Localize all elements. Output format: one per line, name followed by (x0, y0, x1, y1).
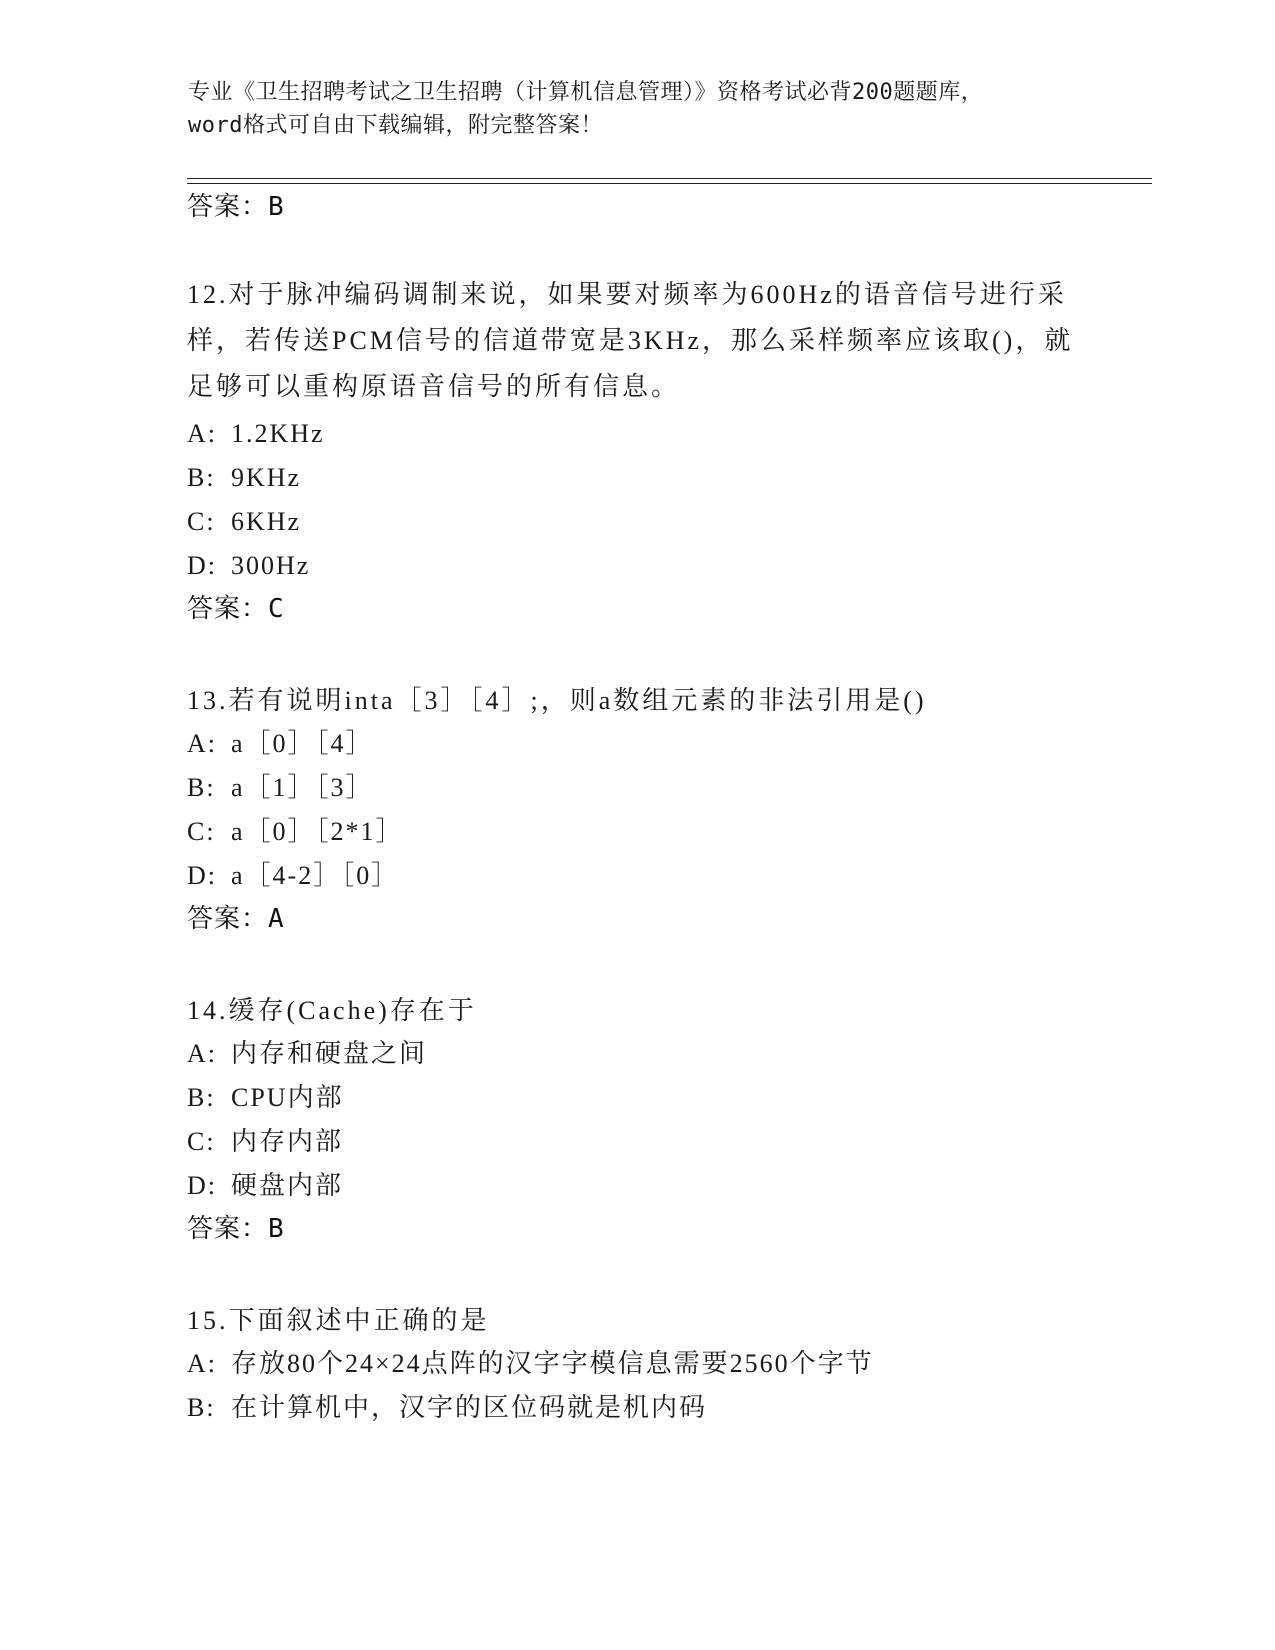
question-15-stem (187, 1298, 1087, 1344)
question-15-option-a (187, 1348, 1087, 1380)
question-14-stem (187, 988, 1087, 1034)
option-text: 硬盘内部 (231, 1171, 344, 1200)
option-letter: B: (187, 1393, 216, 1422)
question-14-option-b (187, 1082, 1087, 1114)
option-text: a［1］［3］ (231, 773, 374, 802)
question-13-option-a (187, 728, 1087, 760)
question-13-option-c (187, 816, 1087, 848)
option-letter: A: (187, 729, 217, 758)
header-line-2: word格式可自由下载编辑，附完整答案！ (188, 113, 603, 138)
option-letter: C: (187, 507, 216, 536)
option-letter: B: (187, 773, 216, 802)
question-13-stem-line: 13.若有说明inta［3］［4］;，则a数组元素的非法引用是() (187, 686, 927, 715)
header-divider-bottom (187, 183, 1152, 184)
answer-q12: 答案：C (187, 594, 285, 624)
question-14-option-d (187, 1170, 1087, 1202)
option-letter: D: (187, 861, 217, 890)
option-text: a［4-2］［0］ (231, 861, 400, 890)
question-12-option-c (187, 506, 1087, 538)
option-letter: B: (187, 463, 216, 492)
question-15-option-b (187, 1392, 1087, 1424)
option-text: 300Hz (231, 551, 311, 580)
option-text: a［0］［4］ (231, 729, 374, 758)
question-12-stem-line: 12.对于脉冲编码调制来说，如果要对频率为600Hz的语音信号进行采 (187, 280, 1067, 309)
option-letter: D: (187, 1171, 217, 1200)
question-13-stem (187, 678, 1087, 724)
option-letter: A: (187, 1349, 217, 1378)
answer-q14: 答案：B (187, 1214, 285, 1244)
option-text: 内存和硬盘之间 (231, 1039, 428, 1068)
option-letter: C: (187, 1127, 216, 1156)
option-text: 6KHz (231, 507, 302, 536)
option-text: CPU内部 (231, 1083, 344, 1112)
header-line-1: 专业《卫生招聘考试之卫生招聘（计算机信息管理）》资格考试必背200题题库， (188, 80, 984, 105)
option-text: 1.2KHz (231, 419, 325, 448)
question-14-option-c (187, 1126, 1087, 1158)
question-12-option-b (187, 462, 1087, 494)
question-12-stem-line: 样，若传送PCM信号的信道带宽是3KHz，那么采样频率应该取()，就 (187, 326, 1074, 355)
question-14-stem-line: 14.缓存(Cache)存在于 (187, 996, 477, 1025)
option-text: 内存内部 (231, 1127, 344, 1156)
option-text: a［0］［2*1］ (231, 817, 404, 846)
option-letter: B: (187, 1083, 216, 1112)
option-text: 9KHz (231, 463, 302, 492)
question-13-option-d (187, 860, 1087, 892)
option-text: 存放80个24×24点阵的汉字字模信息需要2560个字节 (231, 1349, 874, 1378)
question-14-option-a (187, 1038, 1087, 1070)
question-15-stem-line: 15.下面叙述中正确的是 (187, 1306, 490, 1335)
option-letter: A: (187, 1039, 217, 1068)
question-12-option-a (187, 418, 1087, 450)
document-header (188, 76, 1088, 142)
option-text: 在计算机中，汉字的区位码就是机内码 (231, 1393, 708, 1422)
header-divider-top (187, 178, 1152, 179)
answer-q13: 答案：A (187, 904, 285, 934)
option-letter: D: (187, 551, 217, 580)
answer-q11: 答案：B (187, 192, 285, 222)
question-12-stem (187, 272, 1087, 410)
question-12-option-d (187, 550, 1087, 582)
question-13-option-b (187, 772, 1087, 804)
option-letter: C: (187, 817, 216, 846)
option-letter: A: (187, 419, 217, 448)
question-12-stem-line: 足够可以重构原语音信号的所有信息。 (187, 372, 681, 401)
